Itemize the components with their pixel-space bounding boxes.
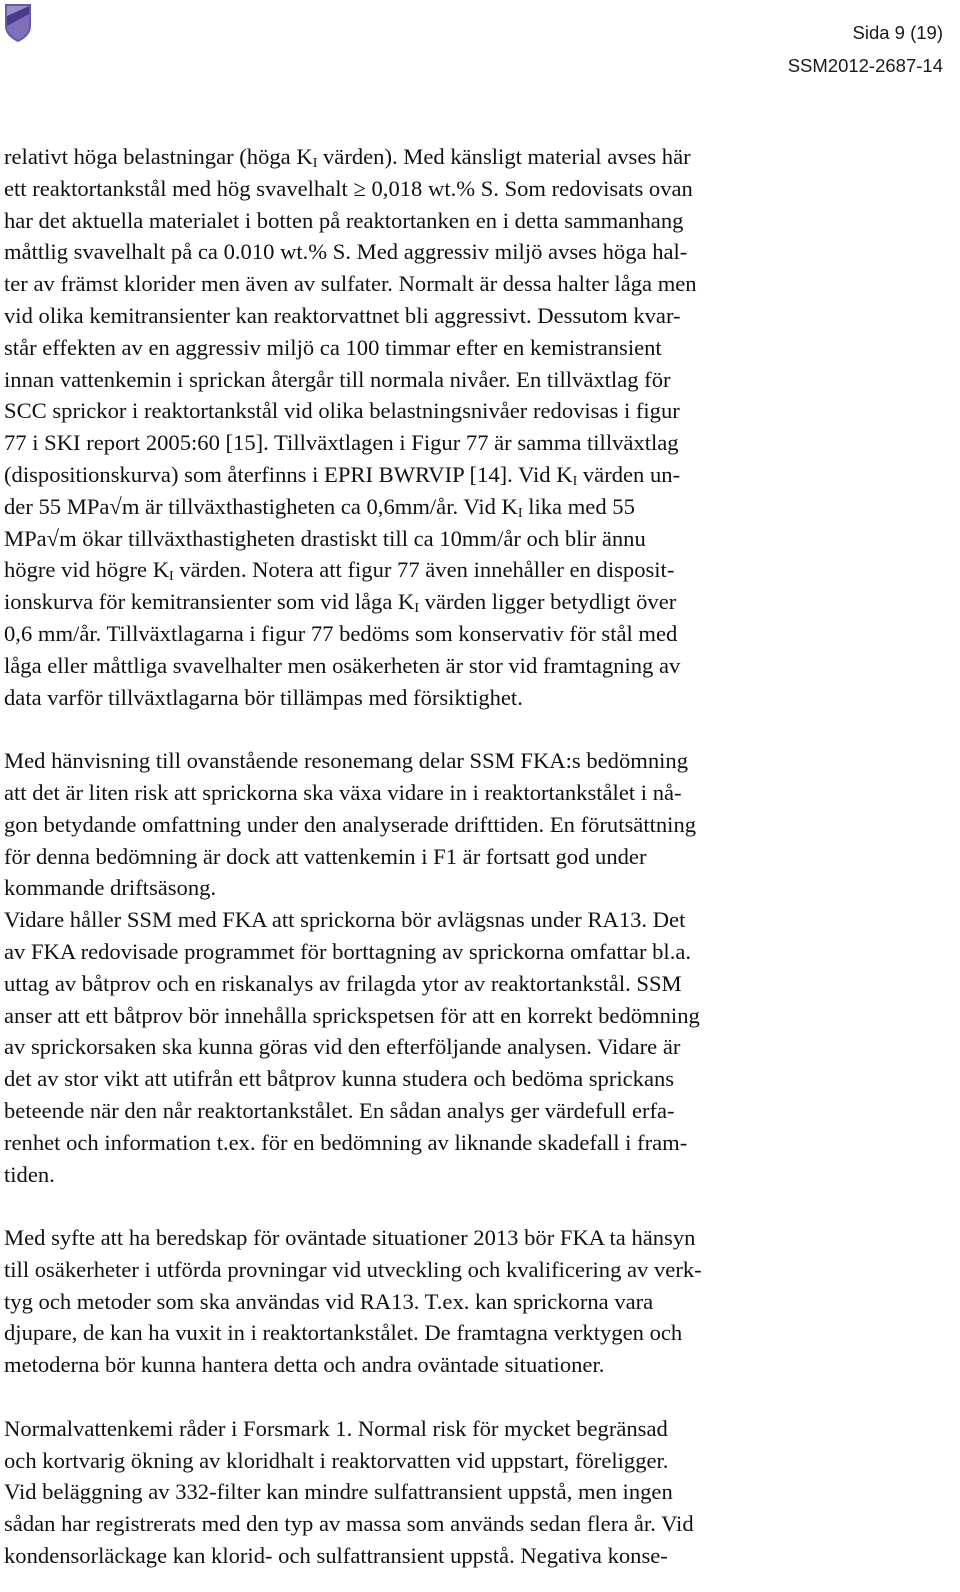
text-line — [4, 618, 944, 650]
text-line — [4, 777, 944, 809]
text-segment: högre vid högre K — [4, 557, 170, 583]
text-line — [4, 1095, 944, 1127]
text-line — [4, 1254, 944, 1286]
paragraph-gap — [4, 713, 944, 745]
subscript: I — [312, 156, 318, 171]
subscript: I — [572, 473, 578, 489]
text-segment: står effekten av en aggressiv miljö ca 100 timmar efter en kemistransient — [4, 334, 662, 360]
text-segment: djupare, de kan ha vuxit in i reaktortankstålet. De framtagna verktygen och — [4, 1320, 683, 1346]
text-line — [4, 1000, 944, 1032]
text-segment: MPa√m ökar tillväxthastigheten drastiskt till ca 10mm/år och blir ännu — [4, 525, 646, 551]
text-line — [4, 1317, 944, 1349]
text-line — [4, 554, 944, 586]
text-line — [4, 141, 944, 173]
document-body — [4, 141, 944, 1572]
page-number: Sida 9 (19) — [852, 22, 943, 43]
text-segment: att det är liten risk att sprickorna ska växa vidare in i reaktortankstålet i nå- — [4, 779, 682, 805]
text-line — [4, 523, 944, 555]
text-segment: kommande driftsäsong. — [4, 875, 217, 901]
text-segment: av FKA redovisade programmet för borttagning av sprickorna omfattar bl.a. — [4, 938, 692, 964]
text-line — [4, 1031, 944, 1063]
document-id: SSM2012-2687-14 — [787, 55, 943, 76]
text-line — [4, 268, 944, 300]
text-line — [4, 1445, 944, 1477]
text-line — [4, 300, 944, 332]
text-segment: renhet och information t.ex. för en bedömning av liknande skadefall i fram- — [4, 1129, 688, 1155]
text-segment: det av stor vikt att utifrån ett båtprov kunna studera och bedöma sprickans — [4, 1066, 675, 1092]
text-line — [4, 1349, 944, 1381]
text-segment: och kortvarig ökning av kloridhalt i reaktorvatten vid uppstart, föreligger. — [4, 1447, 669, 1473]
text-segment: relativt höga belastningar (höga K — [4, 144, 313, 169]
text-line — [4, 332, 944, 364]
text-line — [4, 841, 944, 873]
text-segment: ett reaktortankstål med hög svavelhalt ≥ 0,018 wt.% S. Som redovisats ovan — [4, 175, 693, 201]
paragraph-gap — [4, 1190, 944, 1222]
text-line — [4, 1127, 944, 1159]
text-line — [4, 872, 944, 904]
text-line — [4, 682, 944, 714]
text-line — [4, 1508, 944, 1540]
text-segment: anser att ett båtprov bör innehålla sprickspetsen för att en korrekt bedömning — [4, 1002, 700, 1028]
paragraph — [4, 1413, 944, 1572]
text-segment: tiden. — [4, 1161, 55, 1187]
text-segment: beteende när den når reaktortankstålet. En sådan analys ger värdefull erfa- — [4, 1097, 675, 1123]
text-line — [4, 205, 944, 237]
text-segment: ionskurva för kemitransienter som vid låga K — [4, 589, 415, 615]
text-line — [4, 427, 944, 459]
text-line — [4, 491, 944, 523]
text-line — [4, 459, 944, 491]
text-line — [4, 904, 944, 936]
text-segment: värden. Notera att figur 77 även innehåller en disposit- — [173, 557, 675, 583]
text-segment: värden un- — [577, 461, 681, 487]
text-line — [4, 1222, 944, 1254]
text-segment: (dispositionskurva) som återfinns i EPRI BWRVIP [14]. Vid K — [4, 461, 573, 487]
text-line — [4, 650, 944, 682]
text-line — [4, 236, 944, 268]
text-line — [4, 395, 944, 427]
text-line — [4, 745, 944, 777]
paragraph — [4, 141, 944, 713]
paragraph — [4, 1222, 944, 1381]
text-segment: vid olika kemitransienter kan reaktorvattnet bli aggressivt. Dessutom kvar- — [4, 302, 681, 328]
text-segment: metoderna bör kunna hantera detta och andra oväntade situationer. — [4, 1352, 605, 1378]
text-segment: för denna bedömning är dock att vattenkemin i F1 är fortsatt god under — [4, 843, 647, 869]
text-segment: värden ligger betydligt över — [419, 589, 677, 615]
text-segment: av sprickorsaken ska kunna göras vid den efterföljande analysen. Vidare är — [4, 1034, 681, 1060]
text-segment: tyg och metoder som ska användas vid RA13. T.ex. kan sprickorna vara — [4, 1288, 654, 1314]
text-line — [4, 364, 944, 396]
text-segment: data varför tillväxtlagarna bör tillämpas med försiktighet. — [4, 684, 523, 710]
ssm-logo-icon — [3, 2, 33, 44]
text-line — [4, 1286, 944, 1318]
text-segment: gon betydande omfattning under den analyserade drifttiden. En förutsättning — [4, 811, 697, 837]
text-line — [4, 173, 944, 205]
text-segment: SCC sprickor i reaktortankstål vid olika belastningsnivåer redovisas i figur — [4, 398, 680, 424]
subscript: I — [169, 569, 174, 585]
text-segment: 77 i SKI report 2005:60 [15]. Tillväxtlagen i Figur 77 är samma tillväxtlag — [4, 430, 679, 456]
text-segment: Med hänvisning till ovanstående resonemang delar SSM FKA:s bedömning — [4, 748, 689, 774]
text-segment: Med syfte att ha beredskap för oväntade situationer 2013 bör FKA ta hänsyn — [4, 1225, 696, 1251]
text-segment: der 55 MPa√m är tillväxthastigheten ca 0,6mm/år. Vid K — [4, 493, 518, 519]
text-line — [4, 968, 944, 1000]
text-line — [4, 1413, 944, 1445]
text-segment: har det aktuella materialet i botten på reaktortanken en i detta sammanhang — [4, 207, 684, 233]
text-line — [4, 1063, 944, 1095]
text-line — [4, 936, 944, 968]
text-segment: sådan har registrerats med den typ av massa som används sedan flera år. Vid — [4, 1511, 694, 1537]
text-segment: värden). Med känsligt material avses här — [317, 144, 691, 169]
paragraph-gap — [4, 1381, 944, 1413]
text-segment: kondensorläckage kan klorid- och sulfattransient uppstå. Negativa konse- — [4, 1543, 668, 1569]
text-segment: måttlig svavelhalt på ca 0.010 wt.% S. Med aggressiv miljö avses höga hal- — [4, 239, 688, 265]
text-segment: Normalvattenkemi råder i Forsmark 1. Normal risk för mycket begränsad — [4, 1415, 668, 1441]
text-line — [4, 586, 944, 618]
text-segment: lika med 55 — [522, 493, 635, 519]
subscript: I — [517, 505, 523, 521]
text-line — [4, 1159, 944, 1191]
text-segment: uttag av båtprov och en riskanalys av frilagda ytor av reaktortankstål. SSM — [4, 970, 682, 996]
paragraph — [4, 745, 944, 1190]
text-segment: Vidare håller SSM med FKA att sprickorna bör avlägsnas under RA13. Det — [4, 907, 686, 933]
text-line — [4, 1540, 944, 1572]
text-segment: till osäkerheter i utförda provningar vid utveckling och kvalificering av verk- — [4, 1256, 702, 1282]
text-segment: innan vattenkemin i sprickan återgår till normala nivåer. En tillväxtlag för — [4, 366, 671, 392]
text-line — [4, 1476, 944, 1508]
text-segment: Vid beläggning av 332-filter kan mindre sulfattransient uppstå, men ingen — [4, 1479, 673, 1505]
text-segment: 0,6 mm/år. Tillväxtlagarna i figur 77 bedöms som konservativ för stål med — [4, 620, 678, 646]
text-segment: ter av främst klorider men även av sulfater. Normalt är dessa halter låga men — [4, 271, 697, 297]
text-segment: låga eller måttliga svavelhalter men osäkerheten är stor vid framtagning av — [4, 652, 681, 678]
text-line — [4, 809, 944, 841]
subscript: I — [414, 601, 420, 617]
